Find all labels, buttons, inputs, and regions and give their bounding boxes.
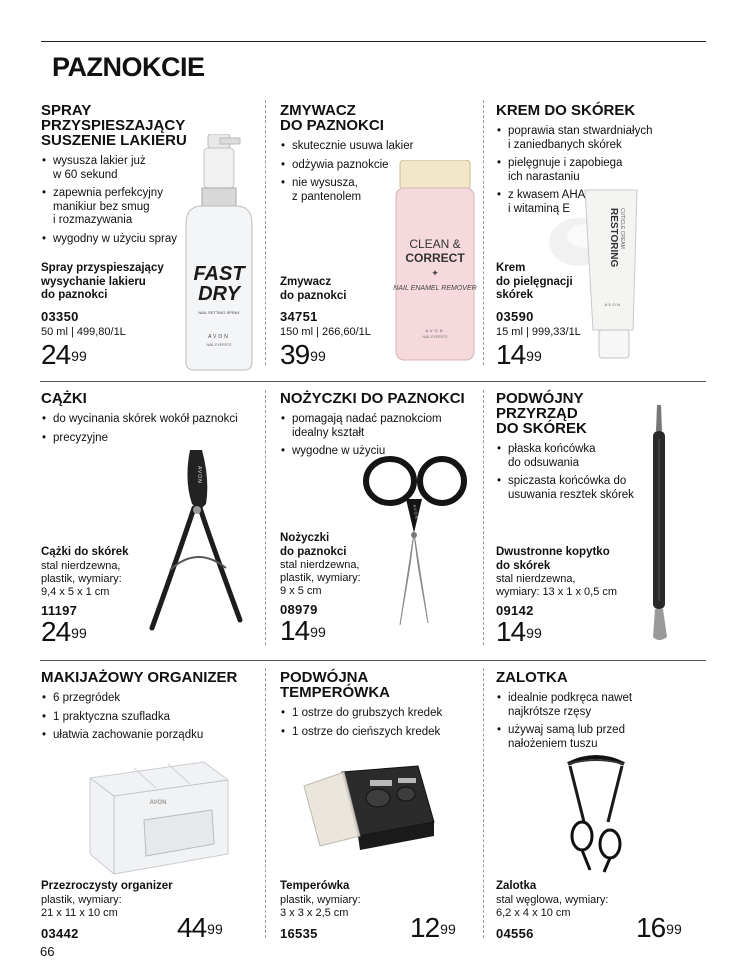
price-cents: 99 xyxy=(666,921,682,937)
logo-text: AVON xyxy=(425,328,445,333)
product-name: Zalotka xyxy=(496,880,537,892)
product-description: stal nierdzewna, wymiary: 13 x 1 x 0,5 cm xyxy=(496,573,618,598)
product-name: Spray przyspieszający wysychanie lakieru do paznokci xyxy=(41,262,164,301)
feature-item: • do wycinania skórek wokół paznokci xyxy=(41,413,261,427)
product-code: 03590 xyxy=(496,308,534,324)
price-cents: 99 xyxy=(310,348,326,364)
feature-item: • skutecznie usuwa lakier xyxy=(280,140,480,154)
feature-item: • z kwasem AHA i witaminą E xyxy=(496,189,706,216)
eyelash-curler-image xyxy=(560,752,632,877)
product-card-pencil-sharpener[interactable] xyxy=(280,670,480,744)
product-volume-unit-price: 15 ml | 999,33/1L xyxy=(496,325,581,338)
feature-list xyxy=(280,707,480,739)
cream-tube-image xyxy=(545,180,645,365)
column-divider xyxy=(265,668,266,938)
column-divider xyxy=(265,390,266,645)
product-name: Temperówka xyxy=(280,880,350,892)
brand-mark: FAST xyxy=(193,263,245,285)
price xyxy=(636,914,682,942)
logo-text: AVON xyxy=(196,466,202,484)
product-name: Przezroczysty organizer xyxy=(41,880,173,892)
product-heading: KREM DO SKÓREK xyxy=(496,102,636,119)
product-code: 11197 xyxy=(41,602,78,618)
feature-list xyxy=(496,443,646,502)
product-description: stal nierdzewna, plastik, wymiary: 9,4 x 5 x 1 cm xyxy=(41,559,122,598)
product-heading: PODWÓJNY PRZYRZĄD DO SKÓREK xyxy=(496,390,587,437)
price-cents: 99 xyxy=(207,921,223,937)
price-main: 12 xyxy=(410,912,440,943)
feature-list xyxy=(280,413,480,459)
product-volume-unit-price: 150 ml | 266,60/1L xyxy=(280,326,371,338)
price-cents: 99 xyxy=(440,921,456,937)
column-divider xyxy=(483,390,484,645)
product-heading: MAKIJAŻOWY ORGANIZER xyxy=(41,669,238,686)
logo-text: NAIL EXPERTS xyxy=(422,335,448,339)
product-name: Dwustronne kopytko do skórek xyxy=(496,546,610,572)
row-divider xyxy=(40,381,706,382)
price xyxy=(410,914,456,942)
sharpener-image xyxy=(300,762,440,854)
product-code: 08979 xyxy=(280,602,318,617)
price-cents: 99 xyxy=(526,347,542,364)
price-main: 14 xyxy=(496,616,526,647)
product-name: Krem do pielęgnacji skórek xyxy=(496,262,573,301)
product-code: 03350 xyxy=(41,308,79,324)
product-code: 03442 xyxy=(41,925,79,941)
feature-item: • zapewnia perfekcyjny manikiur bez smug i rozmazywania xyxy=(41,187,261,228)
product-description: stal węglowa, wymiary: 6,2 x 4 x 10 cm xyxy=(496,893,609,919)
logo-text: AVON xyxy=(208,334,230,340)
feature-item: • pielęgnuje i zapobiega ich narastaniu xyxy=(496,157,706,184)
product-name: Cążki do skórek xyxy=(41,546,129,558)
row-divider xyxy=(40,660,706,661)
product-name: Nożyczki do paznokci xyxy=(280,532,347,558)
product-label: CUTICLE CREAM xyxy=(619,208,625,249)
feature-item: • odżywia paznokcie xyxy=(280,159,480,173)
logo-text: AVON xyxy=(412,504,420,520)
product-code: 09142 xyxy=(496,603,534,618)
product-heading: ZMYWACZ DO PAZNOKCI xyxy=(280,102,384,134)
product-heading: SPRAY PRZYSPIESZAJĄCY SUSZENIE LAKIERU xyxy=(41,102,187,149)
price-main: 39 xyxy=(280,339,310,370)
svg-text:✦: ✦ xyxy=(431,268,439,278)
product-description: plastik, wymiary: 3 x 3 x 2,5 cm xyxy=(280,893,361,919)
feature-item: • płaska końcówka do odsuwania xyxy=(496,443,646,470)
cuticle-pusher-image xyxy=(645,405,675,643)
top-rule xyxy=(41,41,706,42)
product-card-nail-scissors[interactable] xyxy=(280,391,480,464)
price-main: 44 xyxy=(177,912,207,943)
price-main: 14 xyxy=(280,615,310,646)
column-divider xyxy=(265,100,266,365)
scissors-image xyxy=(360,455,470,630)
product-label: NAIL ENAMEL REMOVER xyxy=(393,285,477,292)
product-volume-unit-price: 50 ml | 499,80/1L xyxy=(41,325,126,338)
feature-item: • 6 przegródek xyxy=(41,692,261,706)
page-title: PAZNOKCIE xyxy=(52,52,205,82)
feature-item: • ułatwia zachowanie porządku xyxy=(41,729,261,743)
feature-item: • 1 ostrze do cieńszych kredek xyxy=(280,726,480,740)
product-label: NAIL SETTING SPRAY xyxy=(198,310,240,315)
page-number: 66 xyxy=(40,944,55,959)
price-cents: 99 xyxy=(310,624,326,640)
price-cents: 99 xyxy=(71,347,87,364)
price xyxy=(280,341,400,369)
feature-item: • wygodny w użyciu spray xyxy=(41,233,261,247)
product-code: 34751 xyxy=(280,309,318,324)
cuticle-nipper-image xyxy=(140,440,260,640)
logo-text: AVON xyxy=(149,800,167,806)
product-name: Zmywacz do paznokci xyxy=(280,276,347,302)
brand-mark: CLEAN & xyxy=(409,237,461,251)
remover-bottle-image xyxy=(392,160,478,364)
product-description: stal nierdzewna, plastik, wymiary: 9 x 5 cm xyxy=(280,559,361,597)
feature-item: • spiczasta końcówka do usuwania resztek skórek xyxy=(496,475,646,502)
product-label: RESTORING xyxy=(608,208,619,268)
feature-item: • 1 praktyczna szufladka xyxy=(41,711,261,725)
logo-text: AVON xyxy=(604,302,622,307)
product-heading: NOŻYCZKI DO PAZNOKCI xyxy=(280,390,465,407)
price-cents: 99 xyxy=(526,625,542,641)
product-card-eyelash-curler[interactable] xyxy=(496,670,706,756)
column-divider xyxy=(483,100,484,365)
logo-text: NAIL EXPERTS xyxy=(206,343,232,347)
product-heading: CĄŻKI xyxy=(41,390,87,407)
brand-mark: CORRECT xyxy=(405,251,465,265)
price-main: 24 xyxy=(41,615,71,647)
product-heading: PODWÓJNA TEMPERÓWKA xyxy=(280,669,390,701)
feature-item: • wysusza lakier już w 60 sekund xyxy=(41,155,261,182)
feature-list xyxy=(496,692,706,751)
price-main: 14 xyxy=(496,338,526,370)
price xyxy=(496,618,646,646)
feature-item: • precyzyjne xyxy=(41,432,261,446)
product-description: plastik, wymiary: 21 x 11 x 10 cm xyxy=(41,893,122,919)
price-main: 16 xyxy=(636,912,666,943)
feature-item: • pomagają nadać paznokciom idealny kształt xyxy=(280,413,480,440)
product-card-cuticle-pusher[interactable] xyxy=(496,391,646,507)
product-code: 04556 xyxy=(496,925,534,941)
feature-item: • idealnie podkręca nawet najkrótsze rzęsy xyxy=(496,692,706,719)
price-main: 24 xyxy=(41,338,71,370)
feature-item: • poprawia stan stwardniałych i zaniedbanych skórek xyxy=(496,125,706,152)
brand-mark: DRY xyxy=(198,283,240,305)
product-card-makeup-organizer[interactable] xyxy=(41,670,261,748)
feature-item: • nie wysusza, z pantenolem xyxy=(280,177,480,204)
product-code: 16535 xyxy=(280,925,318,941)
organizer-image xyxy=(84,758,234,876)
column-divider xyxy=(483,668,484,938)
price-cents: 99 xyxy=(71,624,87,641)
feature-item: • 1 ostrze do grubszych kredek xyxy=(280,707,480,721)
price xyxy=(177,914,223,942)
product-info xyxy=(41,880,261,941)
spray-bottle-image xyxy=(172,134,262,374)
feature-item: • używaj samą lub przed nałożeniem tuszu xyxy=(496,724,706,751)
product-info xyxy=(41,262,181,369)
feature-item: • wygodne w użyciu xyxy=(280,445,480,459)
product-info xyxy=(280,276,400,369)
feature-list xyxy=(41,692,261,743)
product-heading: ZALOTKA xyxy=(496,669,568,686)
price xyxy=(41,338,181,370)
product-info xyxy=(496,546,646,646)
